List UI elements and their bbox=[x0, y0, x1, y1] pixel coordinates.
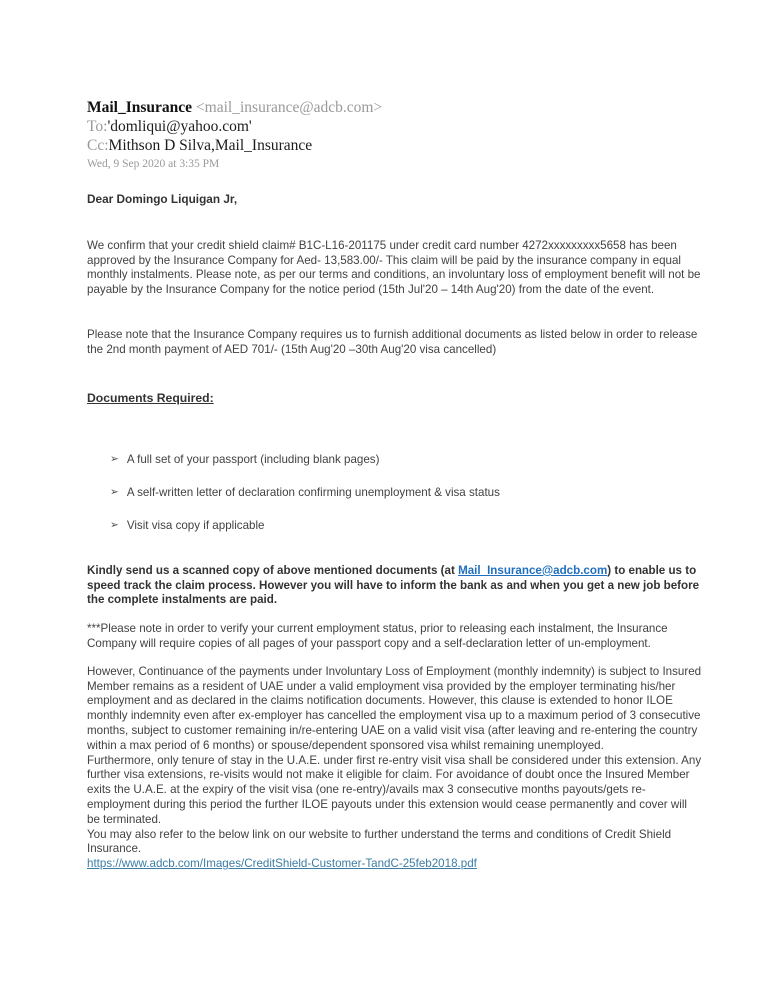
additional-documents-paragraph: Please note that the Insurance Company requires us to furnish additional documents as listed below in order to release the 2nd month payment of AED 701/- (15th Aug'20 –30th Aug'20 visa cancelled) bbox=[87, 327, 698, 356]
sender-email: <mail_insurance@adcb.com> bbox=[195, 99, 383, 116]
employment-verification-note: ***Please note in order to verify your current employment status, prior to releasing each instalment, the Insurance Company will require copies of all pages of your passport copy and a self-declaration letter of un-employment. bbox=[87, 622, 668, 650]
claim-approval-paragraph: We confirm that your credit shield claim# B1C-L16-201175 under credit card number 4272xxxxxxxxx5658 has been approved by the Insurance Company for Aed- 13,583.00/- This claim will be paid by the insurance company in equal monthly instalments. Please note, as per our terms and conditions, an involuntary loss of employment benefit will not be payable by the Insurance Company for the notice period (15th Jul'20 – 14th Aug'20) from the date of the event. bbox=[87, 238, 701, 297]
to-label: To: bbox=[87, 118, 108, 135]
terms-pdf-link[interactable]: https://www.adcb.com/Images/CreditShield-Customer-TandC-25feb2018.pdf bbox=[87, 857, 477, 871]
list-item bbox=[110, 453, 703, 468]
kindly-text-after: ) to enable us to speed track the claim process. However you will have to inform the bank as and when you get a new job before the complete instalments are paid. bbox=[87, 563, 700, 607]
arrow-bullet-icon: ➢ bbox=[110, 453, 119, 466]
cc-line bbox=[87, 136, 703, 155]
sender-name: Mail_Insurance bbox=[87, 99, 193, 116]
list-item bbox=[110, 486, 703, 501]
terms-link-line bbox=[87, 857, 703, 872]
to-line bbox=[87, 117, 703, 136]
furthermore-paragraph: Furthermore, only tenure of stay in the U.A.E. under first re-entry visit visa shall be considered under this extension. Any further visa extensions, re-visits would not make it eligible for claim. For avoidance of doubt once the Insured Member exits the U.A.E. at the expiry of the visit visa (one re-entry)/avails max 3 consecutive months payouts/gets re-employment during this period the further ILOE payouts under this extension would cease permanently and cover will be terminated. bbox=[87, 753, 702, 826]
to-value: 'domliqui@yahoo.com' bbox=[107, 118, 252, 135]
mail-insurance-email-link[interactable]: Mail_Insurance@adcb.com bbox=[458, 563, 608, 577]
from-line bbox=[87, 98, 703, 117]
documents-list bbox=[87, 453, 703, 533]
bullet-text-passport: A full set of your passport (including blank pages) bbox=[126, 453, 380, 467]
cc-label: Cc: bbox=[87, 137, 109, 154]
kindly-send-paragraph bbox=[87, 564, 703, 608]
list-item bbox=[110, 519, 703, 534]
email-content bbox=[87, 98, 703, 872]
documents-required-heading: Documents Required: bbox=[87, 390, 214, 405]
kindly-text-before: Kindly send us a scanned copy of above mentioned documents (at bbox=[87, 563, 459, 577]
greeting: Dear Domingo Liquigan Jr, bbox=[87, 192, 238, 206]
email-header bbox=[87, 98, 703, 171]
continuance-terms-block bbox=[87, 665, 703, 872]
arrow-bullet-icon: ➢ bbox=[110, 486, 119, 499]
bullet-text-visa: Visit visa copy if applicable bbox=[126, 518, 265, 532]
refer-below-link-text: You may also refer to the below link on our website to further understand the terms and conditions of Credit Shield Insurance. bbox=[87, 827, 672, 856]
arrow-bullet-icon: ➢ bbox=[110, 518, 119, 531]
email-date: Wed, 9 Sep 2020 at 3:35 PM bbox=[87, 158, 220, 170]
bullet-text-declaration: A self-written letter of declaration confirming unemployment & visa status bbox=[126, 486, 500, 500]
cc-value: Mithson D Silva,Mail_Insurance bbox=[108, 137, 313, 154]
continuance-paragraph: However, Continuance of the payments under Involuntary Loss of Employment (monthly indemnity) is subject to Insured Member remains as a resident of UAE under a valid employment visa provided by the employer terminating his/her employment and as declared in the claims notification documents. However, this clause is extended to honor ILOE monthly indemnity even after ex-employer has cancelled the employment visa up to a maximum period of 3 consecutive months, subject to customer remaining in/re-entering UAE on a valid visit visa (after leaving and re-entering the country within a max period of 6 months) or spouse/dependent sponsored visa whilst remaining unemployed. bbox=[87, 664, 702, 752]
